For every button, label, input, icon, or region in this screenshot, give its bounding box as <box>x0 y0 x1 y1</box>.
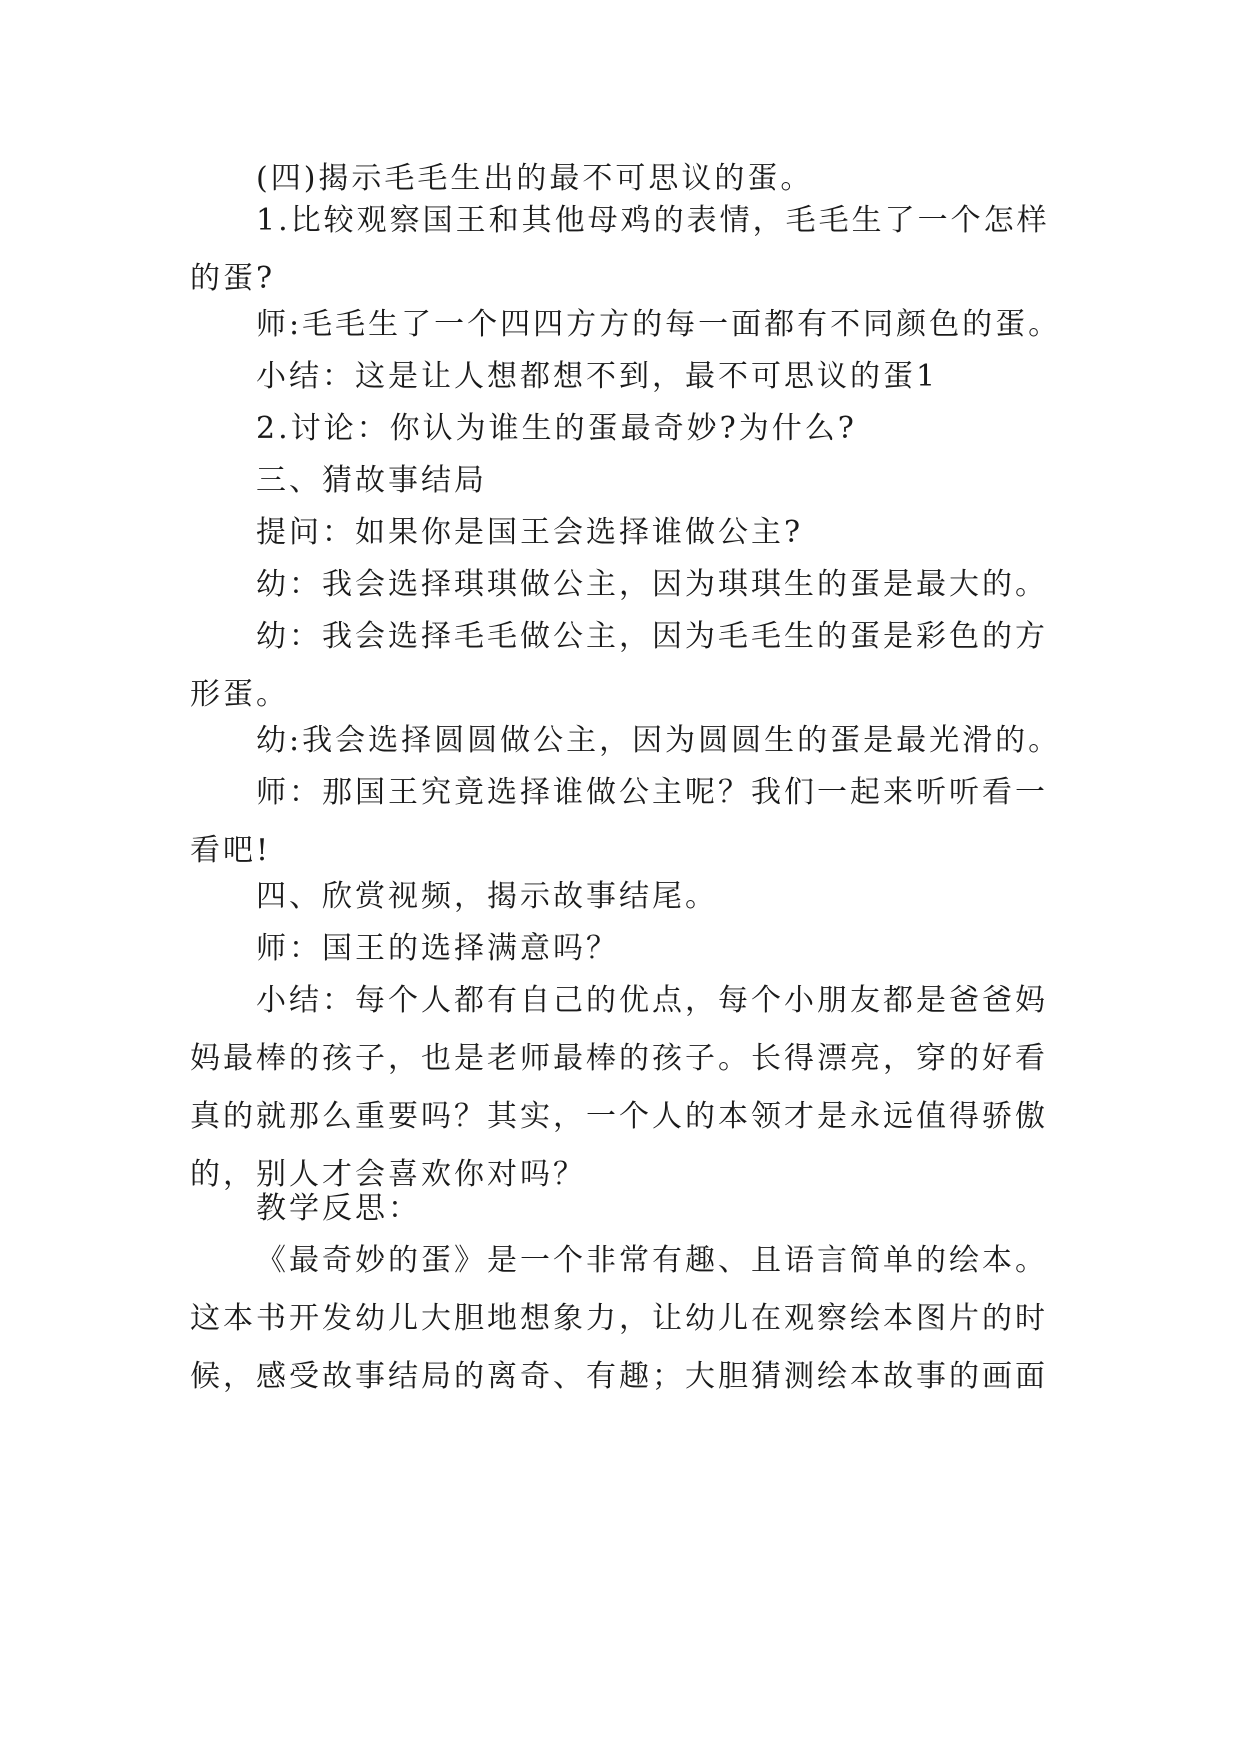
paragraph-summary-1: 小结：这是让人想都想不到，最不可思议的蛋1 <box>256 359 939 394</box>
paragraph-section-4-title: (四)揭示毛毛生出的最不可思议的蛋。 <box>256 161 814 196</box>
paragraph-child-answer-3: 幼:我会选择圆圆做公主，因为圆圆生的蛋是最光滑的。 <box>256 723 1062 758</box>
paragraph-child-answer-2: 幼：我会选择毛毛做公主，因为毛毛生的蛋是彩色的方形蛋。 <box>190 619 1048 712</box>
paragraph-summary-2: 小结：每个人都有自己的优点，每个小朋友都是爸爸妈妈最棒的孩子，也是老师最棒的孩子。长得漂亮，穿的好看真的就那么重要吗？其实，一个人的本领才是永远值得骄傲的，别人才会喜欢你对吗？ <box>190 983 1048 1192</box>
paragraph-question: 提问：如果你是国王会选择谁做公主? <box>256 515 804 550</box>
paragraph-teacher-square-egg: 师:毛毛生了一个四四方方的每一面都有不同颜色的蛋。 <box>256 307 1062 342</box>
paragraph-reflection-title: 教学反思： <box>256 1191 421 1226</box>
paragraph-teacher-satisfied: 师：国王的选择满意吗？ <box>256 931 619 966</box>
paragraph-section-4-video: 四、欣赏视频，揭示故事结尾。 <box>256 879 718 914</box>
paragraph-discussion: 2.讨论：你认为谁生的蛋最奇妙?为什么? <box>256 411 857 446</box>
paragraph-compare-observe: 1.比较观察国王和其他母鸡的表情，毛毛生了一个怎样的蛋? <box>190 203 1050 296</box>
paragraph-child-answer-1: 幼：我会选择琪琪做公主，因为琪琪生的蛋是最大的。 <box>256 567 1048 602</box>
paragraph-section-3-title: 三、猜故事结局 <box>256 463 487 498</box>
paragraph-teacher-question: 师：那国王究竟选择谁做公主呢？我们一起来听听看一看吧! <box>190 775 1048 868</box>
paragraph-reflection-body: 《最奇妙的蛋》是一个非常有趣、且语言简单的绘本。这本书开发幼儿大胆地想象力，让幼儿在观察绘本图片的时候，感受故事结局的离奇、有趣；大胆猜测绘本故事的画面 <box>190 1243 1048 1394</box>
